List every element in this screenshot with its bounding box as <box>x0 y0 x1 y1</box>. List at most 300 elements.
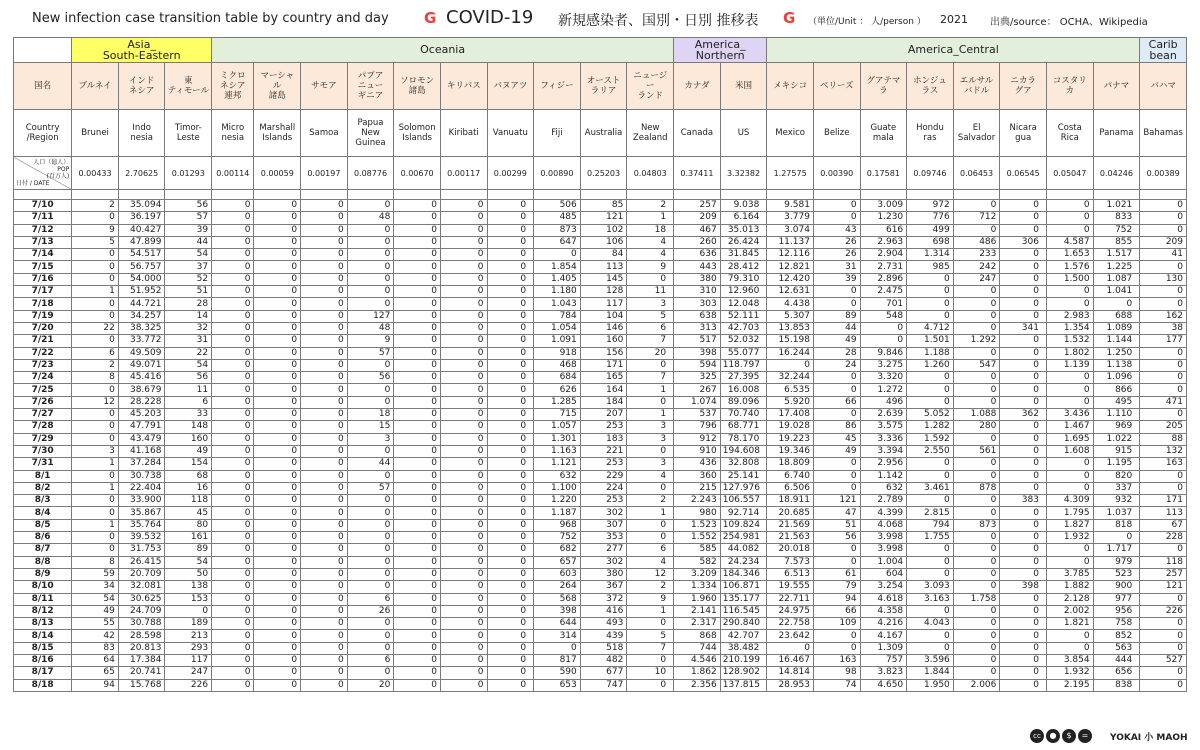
country-en: Brunei <box>72 110 119 157</box>
case-count-cell: 14 <box>165 310 212 322</box>
case-count-cell: 0 <box>254 298 301 310</box>
case-count-cell: 0 <box>394 433 441 445</box>
case-count-cell: 0 <box>440 458 487 470</box>
corner-jp-label: 国名 <box>14 63 72 110</box>
case-count-cell: 0 <box>487 310 534 322</box>
case-count-cell: 1.292 <box>953 335 1000 347</box>
case-count-cell: 3 <box>627 421 674 433</box>
case-count-cell: 0 <box>212 482 254 494</box>
case-count-cell: 213 <box>165 630 212 642</box>
case-count-cell: 499 <box>907 224 954 236</box>
case-count-cell: 0 <box>1140 286 1187 298</box>
case-count-cell: 2.983 <box>1046 310 1093 322</box>
case-count-cell: 47.791 <box>118 421 165 433</box>
table-row <box>14 310 1187 322</box>
population-value: 0.04246 <box>1093 157 1140 190</box>
table-row <box>14 581 1187 593</box>
case-count-cell: 2.002 <box>1046 605 1093 617</box>
case-count-cell: 26.415 <box>118 556 165 568</box>
case-count-cell: 0 <box>254 249 301 261</box>
case-count-cell: 5 <box>72 236 119 248</box>
table-row <box>14 372 1187 384</box>
population-value: 0.00890 <box>534 157 581 190</box>
case-count-cell: 3.436 <box>1046 409 1093 421</box>
case-count-cell: 325 <box>674 372 721 384</box>
region-america-central: America_Central <box>767 38 1140 63</box>
case-count-cell: 0 <box>487 286 534 298</box>
case-count-cell: 0 <box>394 445 441 457</box>
case-count-cell: 0 <box>487 261 534 273</box>
country-en-line: Indo <box>132 123 151 133</box>
title-year: 2021 <box>940 13 968 26</box>
case-count-cell: 3.785 <box>1046 568 1093 580</box>
region-asia-south-eastern-line: Asia_ <box>127 38 156 51</box>
case-count-cell: 0 <box>212 224 254 236</box>
case-count-cell: 0 <box>1046 200 1093 212</box>
case-count-cell: 0 <box>487 495 534 507</box>
country-jp: メキシコ <box>767 63 814 110</box>
date-cell: 7/31 <box>14 458 72 470</box>
case-count-cell: 0 <box>347 507 394 519</box>
case-count-cell: 0 <box>440 618 487 630</box>
country-en <box>953 110 1000 157</box>
case-count-cell: 6 <box>627 322 674 334</box>
table-row <box>14 396 1187 408</box>
date-cell: 8/9 <box>14 568 72 580</box>
case-count-cell: 0 <box>212 568 254 580</box>
case-count-cell: 5 <box>627 310 674 322</box>
case-count-cell: 0 <box>347 396 394 408</box>
case-count-cell: 0 <box>813 470 860 482</box>
country-jp: ブルネイ <box>72 63 119 110</box>
case-count-cell: 242 <box>953 261 1000 273</box>
case-count-cell: 128 <box>580 286 627 298</box>
case-count-cell: 117 <box>580 298 627 310</box>
case-count-cell: 0 <box>212 654 254 666</box>
case-count-cell: 184.346 <box>720 568 767 580</box>
case-count-cell: 0 <box>627 532 674 544</box>
case-count-cell: 0 <box>1046 372 1093 384</box>
case-count-cell: 0 <box>301 581 348 593</box>
case-count-cell: 0 <box>301 593 348 605</box>
case-count-cell: 28.412 <box>720 261 767 273</box>
case-count-cell: 1.854 <box>534 261 581 273</box>
population-value: 0.00670 <box>394 157 441 190</box>
population-value: 0.00117 <box>440 157 487 190</box>
case-count-cell: 3 <box>347 433 394 445</box>
country-jp <box>118 63 165 110</box>
case-count-cell: 0 <box>347 581 394 593</box>
population-value: 0.00197 <box>301 157 348 190</box>
case-count-cell: 0 <box>1140 384 1187 396</box>
population-value: 0.06453 <box>953 157 1000 190</box>
case-count-cell: 0 <box>254 519 301 531</box>
case-count-cell: 0 <box>301 519 348 531</box>
case-count-cell: 0 <box>440 630 487 642</box>
case-count-cell: 0 <box>487 519 534 531</box>
case-count-cell: 30.788 <box>118 618 165 630</box>
case-count-cell: 796 <box>674 421 721 433</box>
case-count-cell: 0 <box>1000 249 1047 261</box>
case-count-cell: 302 <box>580 507 627 519</box>
case-count-cell: 4.216 <box>860 618 907 630</box>
country-jp-line: ティモール <box>167 86 209 96</box>
case-count-cell: 57 <box>347 347 394 359</box>
case-count-cell: 0 <box>72 507 119 519</box>
case-count-cell: 1.037 <box>1093 507 1140 519</box>
case-count-cell: 0 <box>394 532 441 544</box>
case-count-cell: 49.071 <box>118 359 165 371</box>
country-en-line: New <box>361 128 380 138</box>
case-count-cell: 257 <box>674 200 721 212</box>
case-count-cell: 0 <box>1046 298 1093 310</box>
case-count-cell: 0 <box>813 212 860 224</box>
case-count-cell: 0 <box>813 630 860 642</box>
case-count-cell: 0 <box>254 359 301 371</box>
case-count-cell: 0 <box>487 605 534 617</box>
case-count-cell: 54 <box>165 359 212 371</box>
case-count-cell: 1 <box>627 507 674 519</box>
case-count-cell: 6 <box>627 544 674 556</box>
date-cell: 8/4 <box>14 507 72 519</box>
case-count-cell: 0 <box>440 667 487 679</box>
case-count-cell: 0 <box>394 200 441 212</box>
case-count-cell: 37 <box>165 261 212 273</box>
case-count-cell: 918 <box>534 347 581 359</box>
case-count-cell: 0 <box>254 470 301 482</box>
country-en: Samoa <box>301 110 348 157</box>
case-count-cell: 3.275 <box>860 359 907 371</box>
case-count-cell: 1.230 <box>860 212 907 224</box>
case-count-cell: 67 <box>1140 519 1187 531</box>
case-count-cell: 146 <box>580 322 627 334</box>
case-count-cell: 0 <box>394 224 441 236</box>
case-count-cell: 3.209 <box>674 568 721 580</box>
case-count-cell: 306 <box>1000 236 1047 248</box>
region-header-row <box>14 38 1187 63</box>
date-cell: 7/27 <box>14 409 72 421</box>
country-en: Fiji <box>534 110 581 157</box>
case-count-cell: 3.336 <box>860 433 907 445</box>
region-caribbean <box>1140 38 1187 63</box>
case-count-cell: 28.598 <box>118 630 165 642</box>
case-count-cell: 0 <box>487 482 534 494</box>
case-count-cell: 0 <box>440 236 487 248</box>
case-count-cell: 0 <box>440 445 487 457</box>
case-count-cell: 2.141 <box>674 605 721 617</box>
population-value: 1.27575 <box>767 157 814 190</box>
case-count-cell: 0 <box>1140 200 1187 212</box>
case-count-cell: 226 <box>1140 605 1187 617</box>
case-count-cell: 47 <box>813 507 860 519</box>
case-count-cell: 1.088 <box>953 409 1000 421</box>
case-count-cell: 4.399 <box>860 507 907 519</box>
case-count-cell: 833 <box>1093 212 1140 224</box>
date-cell: 7/15 <box>14 261 72 273</box>
case-count-cell: 32 <box>165 322 212 334</box>
case-count-cell: 8 <box>72 372 119 384</box>
case-count-cell: 0 <box>1140 593 1187 605</box>
case-count-cell: 0 <box>813 556 860 568</box>
country-jp-line: エルサル <box>959 76 994 86</box>
case-count-cell: 154 <box>165 458 212 470</box>
case-count-cell: 39 <box>165 224 212 236</box>
case-count-cell: 12 <box>72 396 119 408</box>
case-count-cell: 54 <box>72 593 119 605</box>
case-count-cell: 0 <box>347 286 394 298</box>
case-count-cell: 54.000 <box>118 273 165 285</box>
case-count-cell: 86 <box>813 421 860 433</box>
case-count-cell: 0 <box>394 581 441 593</box>
case-count-cell: 1.500 <box>1046 273 1093 285</box>
region-oceania: Oceania <box>212 38 674 63</box>
case-count-cell: 1.195 <box>1093 458 1140 470</box>
case-count-cell: 0 <box>394 618 441 630</box>
case-count-cell: 257 <box>1140 568 1187 580</box>
case-count-cell: 684 <box>534 372 581 384</box>
case-count-cell: 163 <box>813 654 860 666</box>
case-count-cell: 85 <box>580 200 627 212</box>
country-en <box>118 110 165 157</box>
date-cell: 7/28 <box>14 421 72 433</box>
country-en-line: Salvador <box>957 133 996 143</box>
case-count-cell: 0 <box>1140 470 1187 482</box>
case-count-cell: 0 <box>953 458 1000 470</box>
case-count-cell: 471 <box>1140 396 1187 408</box>
case-count-cell: 10 <box>627 667 674 679</box>
case-count-cell: 0 <box>254 593 301 605</box>
case-count-cell: 0 <box>301 630 348 642</box>
case-count-cell: 1.272 <box>860 384 907 396</box>
case-count-cell: 0 <box>487 335 534 347</box>
case-count-cell: 603 <box>534 568 581 580</box>
case-count-cell: 0 <box>301 372 348 384</box>
case-count-cell: 205 <box>1140 421 1187 433</box>
case-count-cell: 632 <box>860 482 907 494</box>
spacer-cell <box>394 190 441 200</box>
population-value: 3.32382 <box>720 157 767 190</box>
case-count-cell: 0 <box>627 482 674 494</box>
country-en-line: Micro <box>221 123 245 133</box>
case-count-cell: 4 <box>627 236 674 248</box>
case-count-cell: 0 <box>953 507 1000 519</box>
case-count-cell: 1.501 <box>907 335 954 347</box>
case-count-cell: 0 <box>907 384 954 396</box>
case-count-cell: 0 <box>347 273 394 285</box>
case-count-cell: 224 <box>580 482 627 494</box>
case-count-cell: 49 <box>813 445 860 457</box>
case-count-cell: 12.116 <box>767 249 814 261</box>
case-count-cell: 582 <box>674 556 721 568</box>
case-count-cell: 0 <box>1000 544 1047 556</box>
case-count-cell: 0 <box>1000 347 1047 359</box>
case-count-cell: 38.482 <box>720 642 767 654</box>
region-america-northern-line: America_ <box>694 38 746 51</box>
case-count-cell: 51 <box>813 519 860 531</box>
spacer-cell <box>580 190 627 200</box>
case-count-cell: 254.981 <box>720 532 767 544</box>
spacer-cell <box>953 190 1000 200</box>
case-count-cell: 0 <box>1000 630 1047 642</box>
title-source: 出典/source： OCHA、Wikipedia <box>990 17 1148 28</box>
case-count-cell: 32.081 <box>118 581 165 593</box>
case-count-cell: 3.009 <box>860 200 907 212</box>
table-row <box>14 495 1187 507</box>
case-count-cell: 44 <box>347 458 394 470</box>
case-count-cell: 367 <box>580 581 627 593</box>
case-count-cell: 4.358 <box>860 605 907 617</box>
case-count-cell: 0 <box>627 359 674 371</box>
case-count-cell: 0 <box>953 642 1000 654</box>
case-count-cell: 0 <box>347 556 394 568</box>
case-count-cell: 0 <box>1000 519 1047 531</box>
table-row <box>14 568 1187 580</box>
case-count-cell: 485 <box>534 212 581 224</box>
case-count-cell: 21.563 <box>767 532 814 544</box>
table-row <box>14 421 1187 433</box>
case-count-cell: 2 <box>627 495 674 507</box>
case-count-cell: 28 <box>813 347 860 359</box>
country-jp-line: ネシア <box>220 81 246 91</box>
case-count-cell: 118.797 <box>720 359 767 371</box>
country-jp <box>254 63 301 110</box>
case-count-cell: 92.714 <box>720 507 767 519</box>
date-cell: 7/29 <box>14 433 72 445</box>
case-count-cell: 0 <box>1000 359 1047 371</box>
date-cell: 7/20 <box>14 322 72 334</box>
case-count-cell: 116.545 <box>720 605 767 617</box>
case-count-cell: 0 <box>254 568 301 580</box>
case-count-cell: 34.257 <box>118 310 165 322</box>
case-count-cell: 0 <box>301 298 348 310</box>
date-cell: 7/24 <box>14 372 72 384</box>
date-cell: 8/3 <box>14 495 72 507</box>
case-count-cell: 0 <box>347 618 394 630</box>
case-count-cell: 80 <box>165 519 212 531</box>
case-count-cell: 49 <box>72 605 119 617</box>
case-count-cell: 0 <box>1000 421 1047 433</box>
date-cell: 7/12 <box>14 224 72 236</box>
case-count-cell: 38.325 <box>118 322 165 334</box>
case-count-cell: 0 <box>627 679 674 691</box>
case-count-cell: 0 <box>394 359 441 371</box>
case-count-cell: 0 <box>440 605 487 617</box>
title-english: New infection case transition table by country and day <box>32 11 389 26</box>
case-count-cell: 0 <box>254 654 301 666</box>
case-count-cell: 0 <box>440 335 487 347</box>
case-count-cell: 49.509 <box>118 347 165 359</box>
case-count-cell: 0 <box>487 630 534 642</box>
case-count-cell: 28.953 <box>767 679 814 691</box>
case-count-cell: 0 <box>254 544 301 556</box>
case-count-cell: 0 <box>813 286 860 298</box>
country-jp: グアテマラ <box>860 63 907 110</box>
country-en <box>1046 110 1093 157</box>
country-en <box>907 110 954 157</box>
case-count-cell: 1 <box>72 482 119 494</box>
case-count-cell: 2.789 <box>860 495 907 507</box>
population-value: 0.08776 <box>347 157 394 190</box>
case-count-cell: 0 <box>440 470 487 482</box>
country-jp: コスタリカ <box>1046 63 1093 110</box>
case-count-cell: 0 <box>953 224 1000 236</box>
case-count-cell: 8 <box>72 556 119 568</box>
case-count-cell: 0 <box>440 642 487 654</box>
case-count-cell: 616 <box>860 224 907 236</box>
date-cell: 7/21 <box>14 335 72 347</box>
case-count-cell: 28.228 <box>118 396 165 408</box>
case-count-cell: 0 <box>767 359 814 371</box>
case-count-cell: 0 <box>813 298 860 310</box>
case-count-cell: 21.569 <box>767 519 814 531</box>
case-count-cell: 838 <box>1093 679 1140 691</box>
case-count-cell: 1.592 <box>907 433 954 445</box>
spacer-cell <box>1140 190 1187 200</box>
corner-pop-date <box>14 157 72 190</box>
case-count-cell: 980 <box>674 507 721 519</box>
case-count-cell: 0 <box>301 396 348 408</box>
case-count-cell: 0 <box>212 372 254 384</box>
case-count-cell: 0 <box>487 679 534 691</box>
case-count-cell: 3.823 <box>860 667 907 679</box>
case-count-cell: 121 <box>580 212 627 224</box>
case-count-cell: 18 <box>347 409 394 421</box>
case-count-cell: 0 <box>254 507 301 519</box>
case-count-cell: 0 <box>212 556 254 568</box>
spacer-cell <box>1000 190 1047 200</box>
case-count-cell: 0 <box>394 335 441 347</box>
case-count-cell: 757 <box>860 654 907 666</box>
corner-en-label-line: /Region <box>26 133 59 143</box>
case-count-cell: 34 <box>72 581 119 593</box>
case-count-cell: 0 <box>347 236 394 248</box>
case-count-cell: 4.167 <box>860 630 907 642</box>
case-count-cell: 0 <box>440 409 487 421</box>
date-cell: 7/18 <box>14 298 72 310</box>
case-count-cell: 1.225 <box>1093 261 1140 273</box>
country-en-line: Zealand <box>632 133 668 143</box>
case-count-cell: 0 <box>1000 273 1047 285</box>
case-count-cell: 712 <box>953 212 1000 224</box>
case-count-cell: 0 <box>212 544 254 556</box>
case-count-cell: 752 <box>1093 224 1140 236</box>
country-jp-line: ニュージー <box>633 71 668 91</box>
case-count-cell: 11.137 <box>767 236 814 248</box>
case-count-cell: 0 <box>953 372 1000 384</box>
case-count-cell: 0 <box>813 458 860 470</box>
case-count-cell: 852 <box>1093 630 1140 642</box>
case-count-cell: 35.094 <box>118 200 165 212</box>
case-count-cell: 0 <box>1000 654 1047 666</box>
case-count-cell: 1.180 <box>534 286 581 298</box>
population-value: 0.04803 <box>627 157 674 190</box>
case-count-cell: 0 <box>440 261 487 273</box>
case-count-cell: 44 <box>813 322 860 334</box>
case-count-cell: 0 <box>347 445 394 457</box>
country-en: Kiribati <box>440 110 487 157</box>
case-count-cell: 747 <box>580 679 627 691</box>
case-count-cell: 280 <box>953 421 1000 433</box>
case-count-cell: 0 <box>72 544 119 556</box>
case-count-cell: 16.244 <box>767 347 814 359</box>
case-count-cell: 1.043 <box>534 298 581 310</box>
case-count-cell: 0 <box>440 556 487 568</box>
case-count-cell: 0 <box>301 544 348 556</box>
case-count-cell: 0 <box>394 679 441 691</box>
case-count-cell: 5.920 <box>767 396 814 408</box>
case-count-cell: 0 <box>212 470 254 482</box>
country-jp-line: ホンジュ <box>913 76 947 86</box>
